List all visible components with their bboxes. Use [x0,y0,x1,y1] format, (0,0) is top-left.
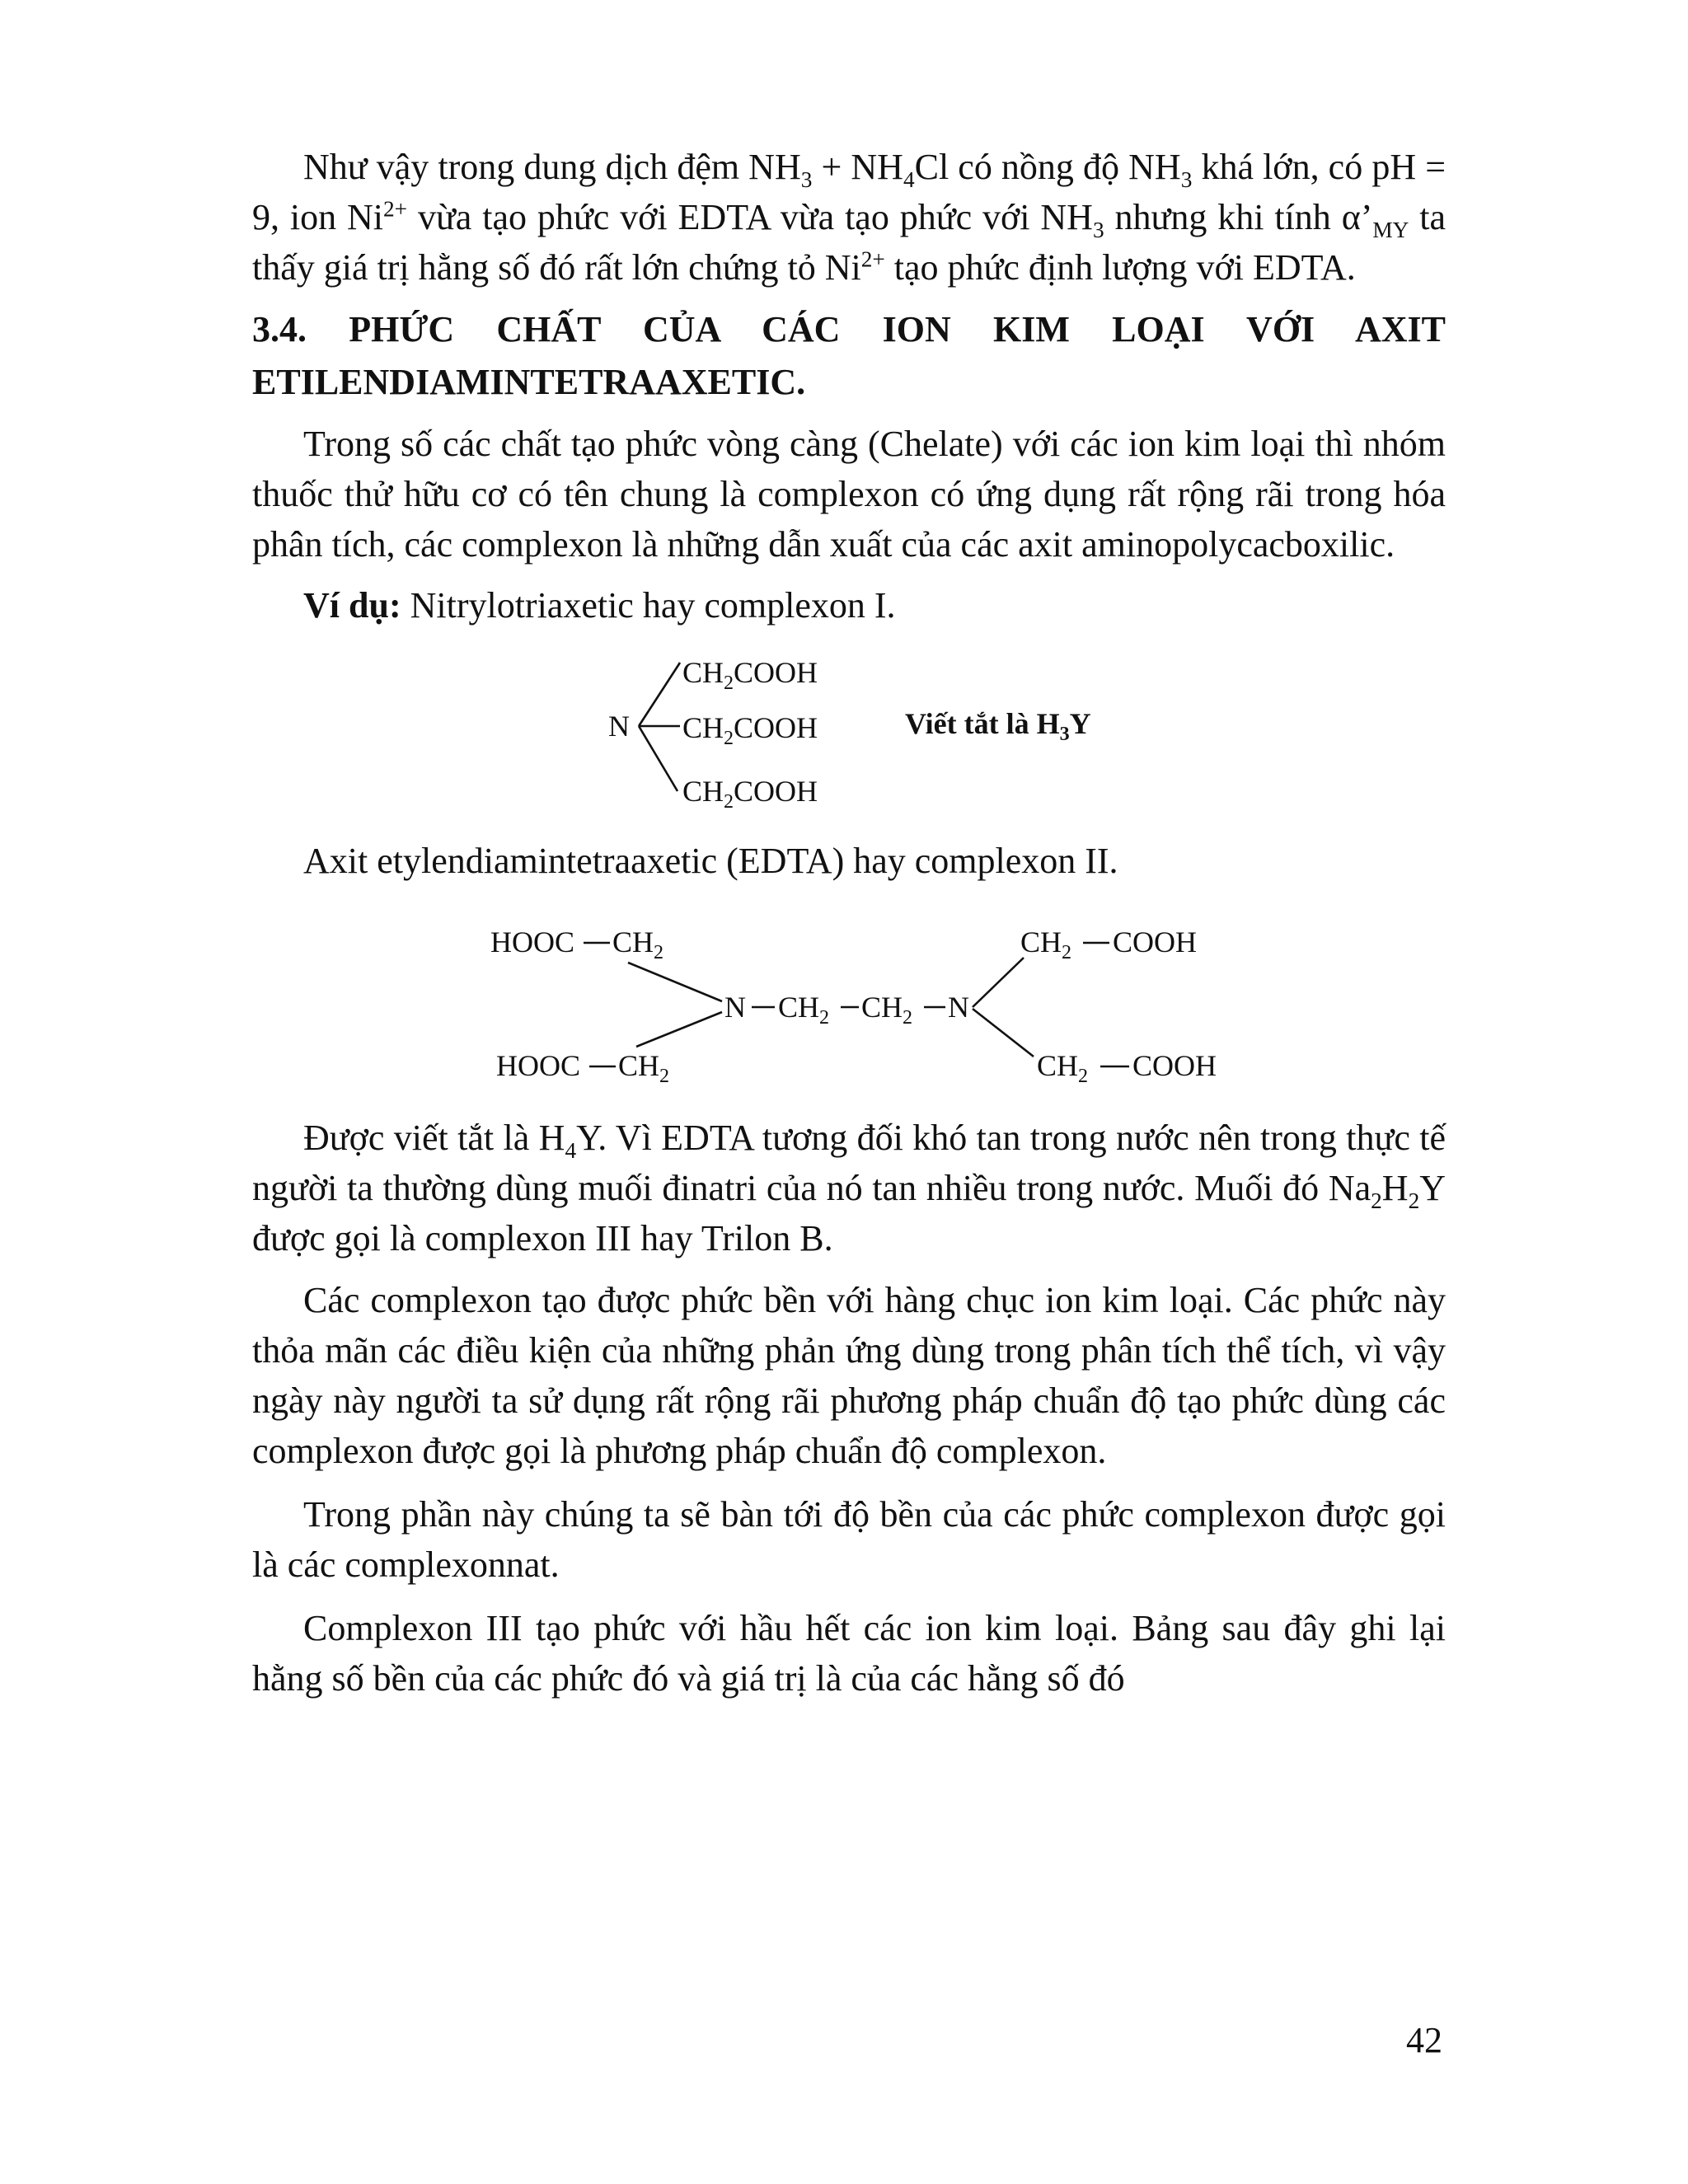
edta-ch2-top-left: $CH_2$ [612,926,664,963]
edta-bond-n-br [973,1009,1034,1057]
paragraph-complexon-stability: Các complexon tạo được phức bền với hàng chục ion kim loại. Các phức này thỏa mãn các điều kiện của những phản ứng dùng trong phân tích thể tích, vì vậy ngày này người ta sử dụng rất rộng rãi phương pháp chuẩn độ tạo phức dùng các complexon được gọi là phương pháp chuẩn độ complexon. [252,1280,1446,1471]
nta-nitrogen: N [608,710,630,743]
edta-cooh-top-right: COOH [1113,926,1198,958]
section-heading-line2: ETILENDIAMINTETRAAXETIC. [252,362,806,402]
edta-ch2-bottom-left: $CH_2$ [618,1049,670,1087]
edta-backbone-ch2-1: $CH_2$ [778,991,830,1029]
nta-group-3: $CH_2COOH$ [682,775,818,813]
edta-bond-n-tr [973,958,1024,1007]
edta-backbone: N [724,991,746,1024]
edta-bond-tl-n [628,963,722,1001]
edta-nitrogen-right: N [948,991,969,1024]
edta-structure [486,915,1228,1104]
nta-bond-top [639,663,680,726]
paragraph-complexon-iii: Complexon III tạo phức với hầu hết các ion kim loại. Bảng sau đây ghi lại hằng số bền của các phức đó và giá trị là của các hằng số đó [252,1608,1446,1699]
edta-ch2-bottom-right: $CH_2$ [1037,1049,1089,1087]
paragraph-ni-complex: Như vậy trong dung dịch đệm $NH_3 + NH_4Cl$ có nồng độ $NH_3$ khá lớn, có pH = 9, ion $Ni^{2+}$ vừa tạo phức với EDTA vừa tạo phức với $NH_3$ nhưng khi tính $\alpha’_{MY}$ ta thấy giá trị hằng số đó rất lớn chứng tỏ $Ni^{2+}$ tạo phức định lượng với EDTA. [252,147,1447,288]
example-text: Nitrylotriaxetic hay complexon I. [401,585,896,626]
edta-hooc-bottom-left: HOOC [496,1049,581,1082]
edta-cooh-bottom-right: COOH [1132,1049,1217,1082]
edta-backbone-ch2-2: $CH_2$ [861,991,913,1029]
nta-group-2: $CH_2COOH$ [682,711,818,749]
example-line [252,580,1446,630]
nta-structure [593,643,1121,832]
example-label: Ví dụ: [303,585,401,626]
section-heading [252,303,1446,409]
page-number: 42 [1406,2020,1442,2060]
edta-bond-bl-n [636,1012,722,1047]
edta-intro: Axit etylendiamintetraaxetic (EDTA) hay complexon II. [303,841,1118,881]
nta-group-1: $CH_2COOH$ [682,656,818,694]
nta-abbreviation: Viết tắt là $H_3Y$ [905,707,1091,745]
section-heading-line1: 3.4. PHỨC CHẤT CỦA CÁC ION KIM LOẠI VỚI AXIT [252,309,1446,349]
paragraph-h4y: Được viết tắt là $H_4Y$. Vì EDTA tương đối khó tan trong nước nên trong thực tế người ta thường dùng muối đinatri của nó tan nhiều trong nước. Muối đó $Na_2H_2Y$ được gọi là complexon III hay Trilon B. [252,1118,1446,1258]
edta-ch2-top-right: $CH_2$ [1020,926,1072,963]
nta-bond-bottom [639,726,678,791]
paragraph-complexonnat: Trong phần này chúng ta sẽ bàn tới độ bền của các phức complexon được gọi là các complexonnat. [252,1494,1446,1585]
paragraph-chelate: Trong số các chất tạo phức vòng càng (Chelate) với các ion kim loại thì nhóm thuốc thử hữu cơ có tên chung là complexon có ứng dụng rất rộng rãi trong hóa phân tích, các complexon là những dẫn xuất của các axit aminopolycacboxilic. [252,424,1446,565]
edta-hooc-top-left: HOOC [490,926,575,958]
